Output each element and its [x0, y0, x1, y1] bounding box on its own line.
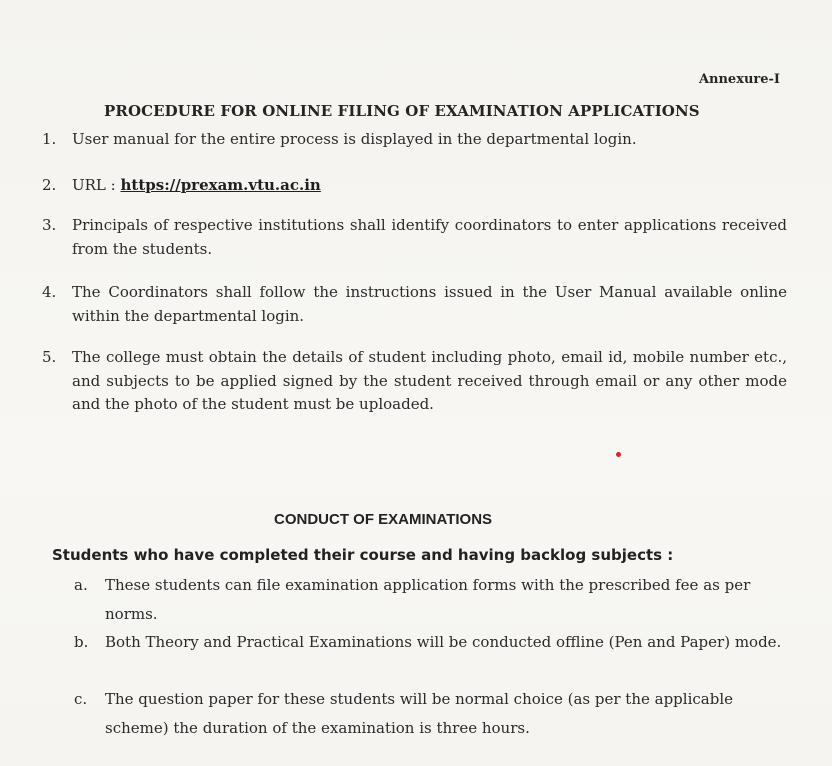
procedure-item-3 — [42, 214, 802, 261]
procedure-item-4 — [42, 281, 787, 328]
procedure-item-1 — [42, 128, 787, 152]
item-letter: b. — [74, 633, 89, 651]
item-text: The question paper for these students will be normal choice (as per the applicable scheme) the duration of the examination is three hours. — [105, 690, 733, 737]
item-text: The Coordinators shall follow the instructions issued in the User Manual available online within the departmental login. — [72, 283, 787, 325]
item-number: 5. — [42, 348, 57, 366]
conduct-item-a — [74, 571, 784, 629]
red-ink-dot — [616, 452, 621, 457]
item-number: 4. — [42, 283, 57, 301]
url-label: URL : — [72, 176, 121, 194]
item-number: 3. — [42, 216, 57, 234]
item-text: User manual for the entire process is displayed in the departmental login. — [72, 130, 637, 148]
conduct-item-b — [74, 628, 784, 657]
item-number: 1. — [42, 130, 57, 148]
item-text — [72, 174, 787, 198]
item-text: The college must obtain the details of student including photo, email id, mobile number etc., and subjects to be applied signed by the student received through email or any other mode and the photo of the student must be uploaded. — [72, 348, 787, 413]
item-text: These students can file examination application forms with the prescribed fee as per norms. — [105, 576, 751, 623]
item-number: 2. — [42, 176, 57, 194]
procedure-item-2 — [42, 174, 787, 198]
section-title: CONDUCT OF EXAMINATIONS — [274, 511, 493, 528]
item-text: Both Theory and Practical Examinations will be conducted offline (Pen and Paper) mode. — [105, 633, 782, 651]
section-subheading: Students who have completed their course and having backlog subjects : — [52, 546, 674, 564]
conduct-item-c — [74, 685, 784, 743]
procedure-item-5 — [42, 346, 787, 417]
document-title: PROCEDURE FOR ONLINE FILING OF EXAMINATION APPLICATIONS — [104, 102, 700, 120]
item-text: Principals of respective institutions shall identify coordinators to enter applications received from the students. — [72, 216, 802, 258]
annexure-label: Annexure-I — [698, 72, 780, 87]
item-letter: a. — [74, 576, 88, 594]
item-letter: c. — [74, 690, 88, 708]
url-link[interactable]: https://prexam.vtu.ac.in — [120, 176, 321, 194]
